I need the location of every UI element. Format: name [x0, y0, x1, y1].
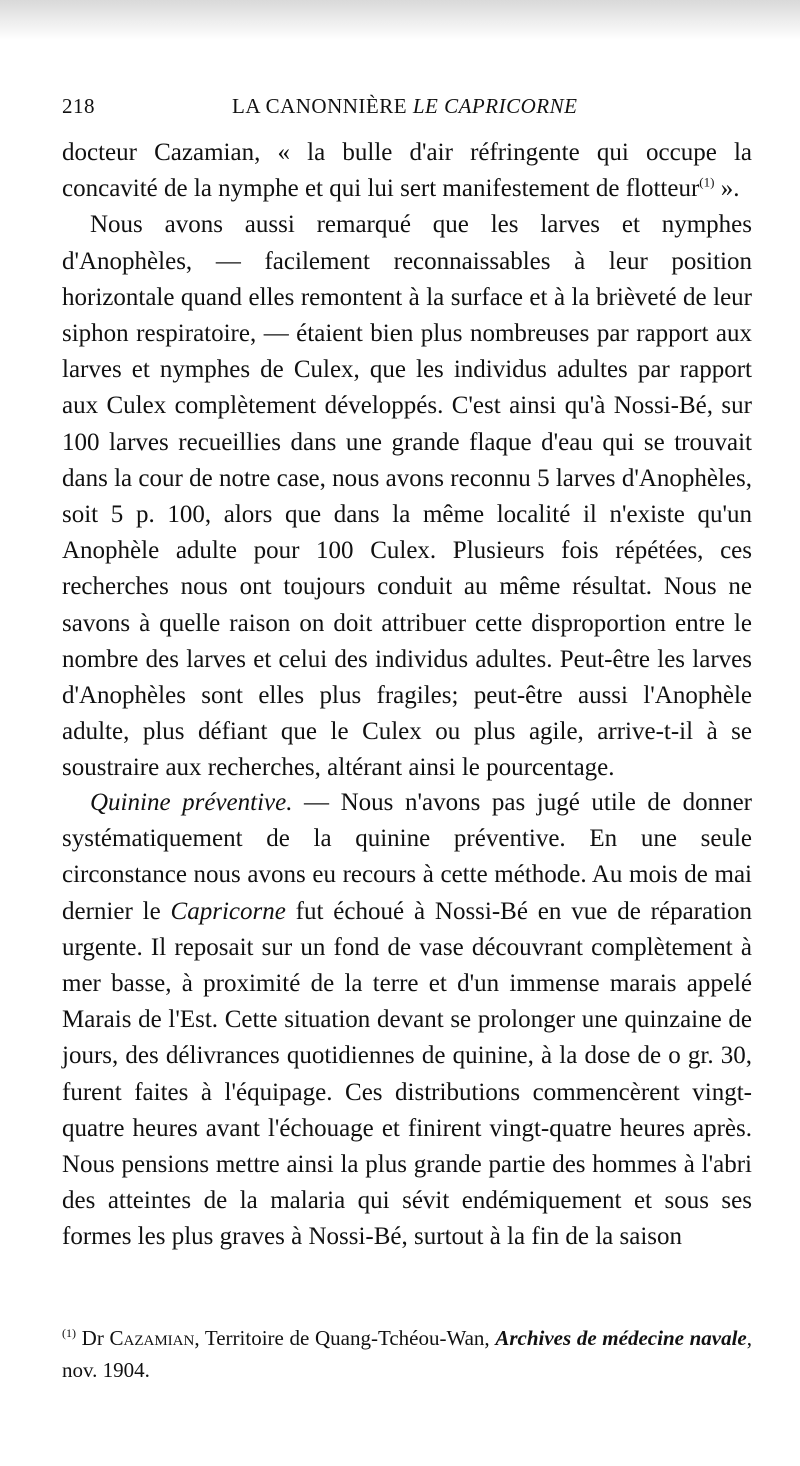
ship-name: Capricorne: [170, 897, 286, 925]
footnote-title: , Territoire de Quang-Tchéou-Wan,: [194, 1326, 496, 1350]
footnote-reference: (1): [699, 174, 715, 190]
paragraph-continuation-close: ».: [714, 175, 740, 203]
paragraph-continuation-text: docteur Cazamian, « la bulle d'air réfringente qui occupe la concavité de la nymphe et qui lui sert manifestement de flotteur: [62, 139, 752, 203]
paragraph-anopheles: Nous avons aussi remarqué que les larves et nymphes d'Anophèles, — facilement reconnaissables à leur position horizontale quand elles remontent à la surface et à la brièveté de leur siphon respiratoire, — étaient bien plus nombreuses par rapport aux larves et nymphes de Culex, que les individus adultes par rapport aux Culex complètement développés. C'est ainsi qu'à Nossi-Bé, sur 100 larves recueillies dans une grande flaque d'eau qui se trouvait dans la cour de notre case, nous avons reconnu 5 larves d'Anophèles, soit 5 p. 100, alors que dans la même localité il n'existe qu'un Anophèle adulte pour 100 Culex. Plusieurs fois répétées, ces recherches nous ont toujours conduit au même résultat. Nous ne savons à quelle raison on doit attribuer cette disproportion entre le nombre des larves et celui des individus adultes. Peut-être les larves d'Anophèles sont elles plus fragiles; peut-être aussi l'Anophèle adulte, plus défiant que le Culex ou plus agile, arrive-t-il à se soustraire aux recherches, altérant ainsi le pourcentage.: [62, 211, 752, 782]
footnote: [62, 1322, 752, 1386]
footnote-author: Cazamian: [109, 1326, 195, 1350]
section-text-part2: fut échoué à Nossi-Bé en vue de réparation urgente. Il reposait sur un fond de vase découvrant complètement à mer basse, à proximité de la terre et d'un immense marais appelé Marais de l'Est. Cette situation devant se prolonger une quinzaine de jours, des délivrances quotidiennes de quinine, à la dose de o gr. 30, furent faites à l'équipage. Ces distributions commencèrent vingt-quatre heures avant l'échouage et finirent vingt-quatre heures après. Nous pensions mettre ainsi la plus grande partie des hommes à l'abri des atteintes de la malaria qui sévit endémiquement et sous ses formes les plus graves à Nossi-Bé, surtout à la fin de la saison: [62, 897, 752, 1251]
paragraph-continuation: [62, 135, 752, 207]
running-title-caps: LA CANONNIÈRE: [232, 94, 408, 118]
body-text-top: [62, 135, 752, 787]
body-text-section: [62, 785, 752, 1256]
page-header: [62, 88, 752, 128]
paragraph-quinine: [62, 785, 752, 1256]
footnote-date: , nov. 1904.: [62, 1326, 753, 1382]
running-title: [232, 94, 577, 119]
running-title-italic: LE CAPRICORNE: [412, 94, 578, 118]
page-top-edge: [0, 0, 800, 40]
section-text-part1: Nous n'avons pas jugé utile de donner systématiquement de la quinine préventive. En une seule circonstance nous avons eu recours à cette méthode. Au mois de mai dernier le: [62, 789, 752, 925]
footnote-mark: (1): [62, 1326, 76, 1340]
page-number: 218: [62, 94, 95, 118]
section-dash: —: [292, 789, 341, 816]
footnote-journal: Archives de médecine navale: [495, 1326, 747, 1350]
footnote-author-prefix: Dr: [81, 1326, 110, 1350]
section-heading: Quinine préventive.: [90, 789, 293, 816]
